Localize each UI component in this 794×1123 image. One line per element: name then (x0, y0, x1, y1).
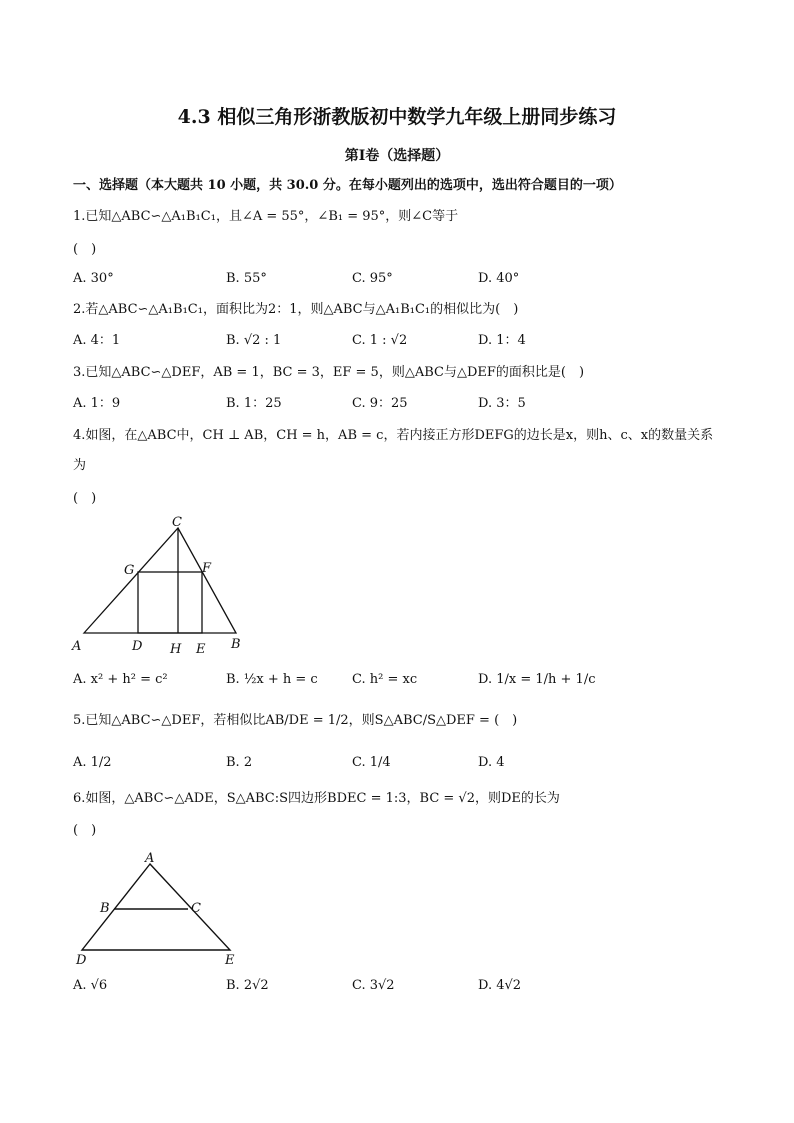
label-b: B (100, 901, 110, 916)
label-c: C (191, 901, 201, 916)
question-2-text: 2.若△ABC∽△A₁B₁C₁，面积比为2：1，则△ABC与△A₁B₁C₁的相似比为( ) (73, 302, 519, 317)
section-instruction: 一、选择题（本大题共 10 小题，共 30.0 分。在每小题列出的选项中，选出符合题目的一项） (73, 178, 622, 193)
question-4-text-cont: 为 (73, 458, 87, 473)
label-a: A (72, 639, 82, 654)
question-1-text: 1.已知△ABC∽△A₁B₁C₁，且∠A = 55°，∠B₁ = 95°，则∠C等于 (73, 209, 459, 224)
question-6-paren: ( ) (73, 823, 97, 838)
question-2-options (73, 332, 723, 354)
question-4-options (73, 671, 723, 693)
q1-option-a[interactable]: A. 30° (73, 271, 114, 286)
q6-option-b[interactable]: B. 2√2 (226, 978, 269, 993)
section-subtitle: 第Ⅰ卷（选择题） (344, 148, 450, 164)
label-e: E (196, 642, 206, 657)
q1-option-b[interactable]: B. 55° (226, 271, 267, 286)
q2-option-c[interactable]: C. 1 : √2 (352, 333, 408, 348)
question-6-options (73, 977, 723, 999)
q3-option-c[interactable]: C. 9：25 (352, 396, 408, 411)
label-b: B (231, 637, 241, 652)
question-5-options (73, 754, 723, 776)
triangle-ade-figure (70, 848, 250, 970)
label-d: D (132, 639, 143, 654)
q4-option-c[interactable]: C. h² = xc (352, 672, 418, 687)
label-e: E (225, 953, 235, 968)
q3-option-b[interactable]: B. 1：25 (226, 396, 282, 411)
question-4-paren: ( ) (73, 491, 97, 506)
q2-option-d[interactable]: D. 1：4 (478, 333, 526, 348)
q4-option-b[interactable]: B. ½x + h = c (226, 672, 318, 687)
q5-option-b[interactable]: B. 2 (226, 755, 253, 770)
q5-option-d[interactable]: D. 4 (478, 755, 505, 770)
q1-option-c[interactable]: C. 95° (352, 271, 393, 286)
question-6-text: 6.如图，△ABC∽△ADE，S△ABC:S四边形BDEC = 1:3，BC = √2，则DE的长为 (73, 791, 560, 806)
q6-option-a[interactable]: A. √6 (73, 978, 108, 993)
label-f: F (202, 561, 212, 576)
label-a: A (145, 851, 155, 866)
question-1-paren: ( ) (73, 242, 97, 257)
q5-option-c[interactable]: C. 1/4 (352, 755, 391, 770)
question-4-text: 4.如图，在△ABC中，CH ⊥ AB，CH = h，AB = c，若内接正方形DEFG的边长是x，则h、c、x的数量关系 (73, 428, 714, 443)
question-3-text: 3.已知△ABC∽△DEF，AB = 1，BC = 3，EF = 5，则△ABC与△DEF的面积比是( ) (73, 365, 585, 380)
q4-option-d[interactable]: D. 1/x = 1/h + 1/c (478, 672, 596, 687)
question-1-options (73, 270, 723, 292)
q1-option-d[interactable]: D. 40° (478, 271, 520, 286)
triangle-abc (84, 528, 236, 633)
question-3-options (73, 395, 723, 417)
label-g: G (124, 563, 135, 578)
q3-option-a[interactable]: A. 1：9 (73, 396, 121, 411)
q2-option-a[interactable]: A. 4：1 (73, 333, 121, 348)
q6-option-d[interactable]: D. 4√2 (478, 978, 522, 993)
q6-option-c[interactable]: C. 3√2 (352, 978, 395, 993)
page-title: 4.3 相似三角形浙教版初中数学九年级上册同步练习 (177, 106, 617, 128)
q3-option-d[interactable]: D. 3：5 (478, 396, 526, 411)
triangle-square-figure (66, 512, 266, 657)
label-h: H (170, 642, 182, 657)
q2-option-b[interactable]: B. √2 : 1 (226, 333, 282, 348)
q5-option-a[interactable]: A. 1/2 (73, 755, 112, 770)
label-d: D (76, 953, 87, 968)
square-defg (138, 572, 202, 633)
q4-option-a[interactable]: A. x² + h² = c² (73, 672, 168, 687)
question-5-text: 5.已知△ABC∽△DEF，若相似比AB/DE = 1/2，则S△ABC/S△DEF = ( ) (73, 713, 518, 728)
label-c: C (172, 515, 182, 530)
